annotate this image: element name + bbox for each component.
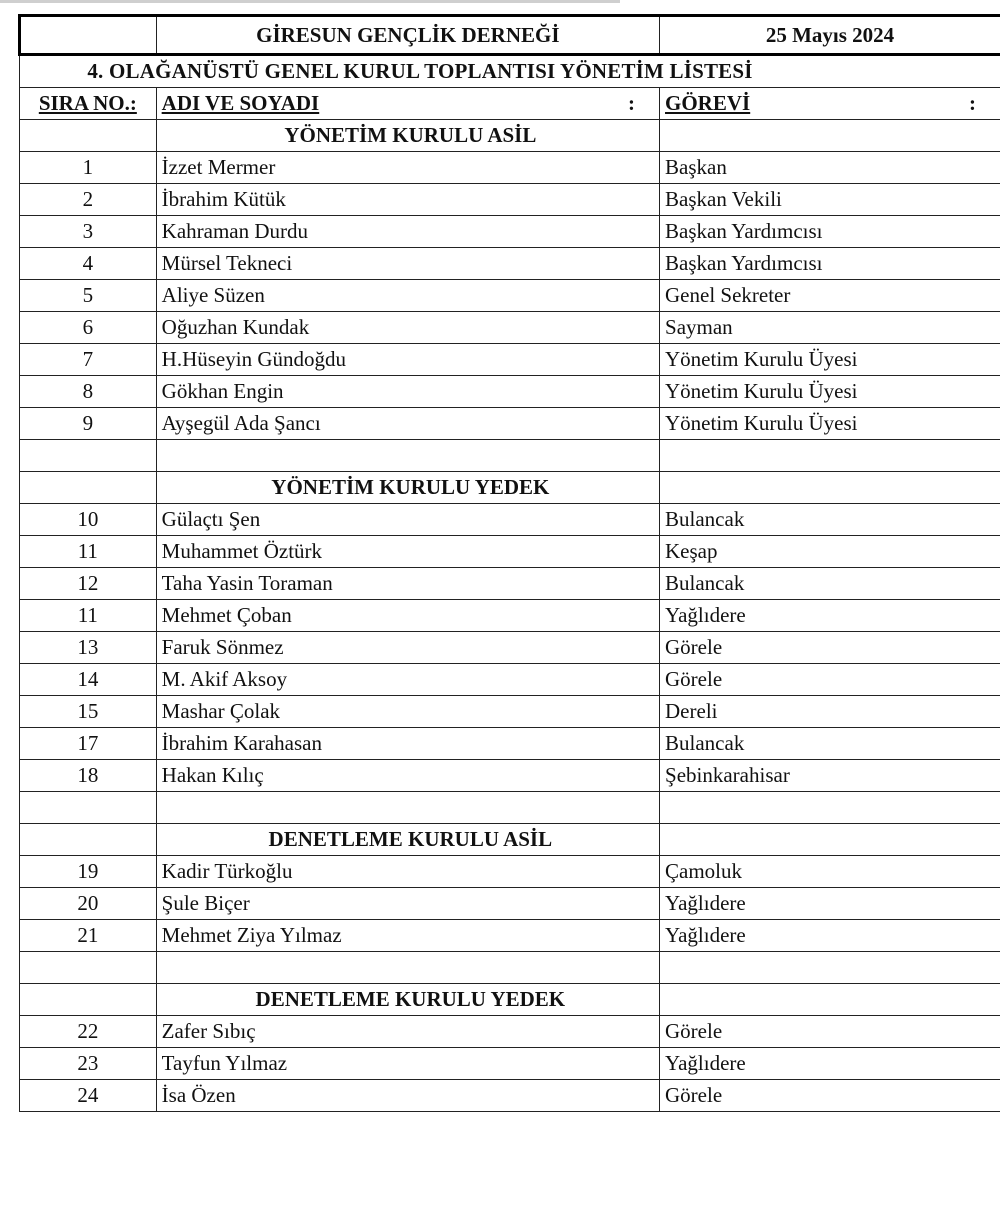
member-name: Taha Yasin Toraman [156,568,659,600]
empty-cell [156,440,659,472]
member-role: Görele [660,1016,1000,1048]
section-title: YÖNETİM KURULU ASİL [156,120,659,152]
member-row [20,856,1000,888]
organization-title: GİRESUN GENÇLİK DERNEĞİ [156,16,659,55]
member-name: Gülaçtı Şen [156,504,659,536]
member-number: 20 [20,888,157,920]
member-role: Şebinkarahisar [660,760,1000,792]
column-header-role-colon: : [969,91,976,115]
member-name: Mehmet Çoban [156,600,659,632]
member-row [20,760,1000,792]
member-number: 10 [20,504,157,536]
member-number: 3 [20,216,157,248]
member-role: Başkan Vekili [660,184,1000,216]
management-list-table [18,14,1000,1112]
member-name: Zafer Sıbıç [156,1016,659,1048]
member-name: Mehmet Ziya Yılmaz [156,920,659,952]
empty-cell [20,440,157,472]
member-role: Dereli [660,696,1000,728]
member-name: Kadir Türkoğlu [156,856,659,888]
member-number: 18 [20,760,157,792]
section-title: DENETLEME KURULU YEDEK [156,984,659,1016]
member-name: Muhammet Öztürk [156,536,659,568]
column-header-name [156,88,659,120]
member-row [20,408,1000,440]
member-row [20,664,1000,696]
empty-cell [20,792,157,824]
member-number: 21 [20,920,157,952]
member-role: Görele [660,632,1000,664]
member-role: Yönetim Kurulu Üyesi [660,344,1000,376]
member-name: İzzet Mermer [156,152,659,184]
member-number: 24 [20,1080,157,1112]
member-row [20,344,1000,376]
member-row [20,568,1000,600]
member-role: Yağlıdere [660,1048,1000,1080]
member-role: Yönetim Kurulu Üyesi [660,408,1000,440]
member-role: Bulancak [660,504,1000,536]
member-role: Yağlıdere [660,600,1000,632]
member-number: 7 [20,344,157,376]
member-name: Tayfun Yılmaz [156,1048,659,1080]
section-spacer-cell [20,120,157,152]
member-role: Başkan Yardımcısı [660,248,1000,280]
member-number: 8 [20,376,157,408]
member-row [20,1048,1000,1080]
member-number: 19 [20,856,157,888]
member-row [20,728,1000,760]
document-date: 25 Mayıs 2024 [660,16,1000,55]
member-number: 1 [20,152,157,184]
member-number: 11 [20,600,157,632]
member-row [20,536,1000,568]
member-row [20,376,1000,408]
member-role: Başkan [660,152,1000,184]
member-name: Kahraman Durdu [156,216,659,248]
empty-cell [156,792,659,824]
member-name: M. Akif Aksoy [156,664,659,696]
section-header-row [20,824,1000,856]
column-header-no: SIRA NO.: [20,88,157,120]
member-name: Aliye Süzen [156,280,659,312]
member-name: Gökhan Engin [156,376,659,408]
member-row [20,888,1000,920]
empty-row [20,792,1000,824]
page-edge-line [0,0,620,3]
member-row [20,184,1000,216]
member-name: Faruk Sönmez [156,632,659,664]
member-name: Oğuzhan Kundak [156,312,659,344]
column-header-name-label: ADI VE SOYADI [161,91,320,115]
member-role: Yönetim Kurulu Üyesi [660,376,1000,408]
member-number: 11 [20,536,157,568]
member-name: Mashar Çolak [156,696,659,728]
member-name: İsa Özen [156,1080,659,1112]
member-row [20,248,1000,280]
section-title: YÖNETİM KURULU YEDEK [156,472,659,504]
member-name: Ayşegül Ada Şancı [156,408,659,440]
member-name: İbrahim Karahasan [156,728,659,760]
member-role: Görele [660,664,1000,696]
member-number: 5 [20,280,157,312]
member-number: 4 [20,248,157,280]
member-name: İbrahim Kütük [156,184,659,216]
empty-cell [660,792,1000,824]
section-header-row [20,472,1000,504]
column-header-role-label: GÖREVİ [665,91,751,115]
member-number: 15 [20,696,157,728]
member-row [20,312,1000,344]
section-header-row [20,120,1000,152]
section-spacer-cell [660,472,1000,504]
empty-cell [660,440,1000,472]
section-spacer-cell [20,824,157,856]
member-number: 22 [20,1016,157,1048]
member-number: 14 [20,664,157,696]
member-role: Yağlıdere [660,888,1000,920]
member-row [20,600,1000,632]
member-number: 12 [20,568,157,600]
member-role: Başkan Yardımcısı [660,216,1000,248]
empty-cell [20,952,157,984]
section-title: DENETLEME KURULU ASİL [156,824,659,856]
member-role: Yağlıdere [660,920,1000,952]
section-spacer-cell [660,120,1000,152]
empty-cell [156,952,659,984]
section-header-row [20,984,1000,1016]
member-role: Çamoluk [660,856,1000,888]
member-role: Bulancak [660,568,1000,600]
member-name: Hakan Kılıç [156,760,659,792]
member-row [20,696,1000,728]
member-row [20,1080,1000,1112]
member-number: 6 [20,312,157,344]
member-role: Sayman [660,312,1000,344]
member-row [20,1016,1000,1048]
section-spacer-cell [660,824,1000,856]
meeting-subtitle: 4. OLAĞANÜSTÜ GENEL KURUL TOPLANTISI YÖNETİM LİSTESİ [20,55,1000,88]
member-number: 9 [20,408,157,440]
member-name: Mürsel Tekneci [156,248,659,280]
member-role: Keşap [660,536,1000,568]
empty-cell [660,952,1000,984]
column-header-role [660,88,1000,120]
section-spacer-cell [660,984,1000,1016]
column-header-row [20,88,1000,120]
member-row [20,152,1000,184]
table-body [20,16,1000,1112]
member-row [20,280,1000,312]
member-row [20,504,1000,536]
member-row [20,632,1000,664]
member-name: Şule Biçer [156,888,659,920]
section-spacer-cell [20,984,157,1016]
member-role: Bulancak [660,728,1000,760]
member-role: Genel Sekreter [660,280,1000,312]
member-role: Görele [660,1080,1000,1112]
section-spacer-cell [20,472,157,504]
member-number: 13 [20,632,157,664]
title-spacer-cell [20,16,157,55]
empty-row [20,952,1000,984]
title-row [20,16,1000,55]
subtitle-row [20,55,1000,88]
member-number: 17 [20,728,157,760]
member-row [20,216,1000,248]
member-row [20,920,1000,952]
empty-row [20,440,1000,472]
member-number: 23 [20,1048,157,1080]
column-header-name-colon: : [628,91,636,115]
member-number: 2 [20,184,157,216]
member-name: H.Hüseyin Gündoğdu [156,344,659,376]
